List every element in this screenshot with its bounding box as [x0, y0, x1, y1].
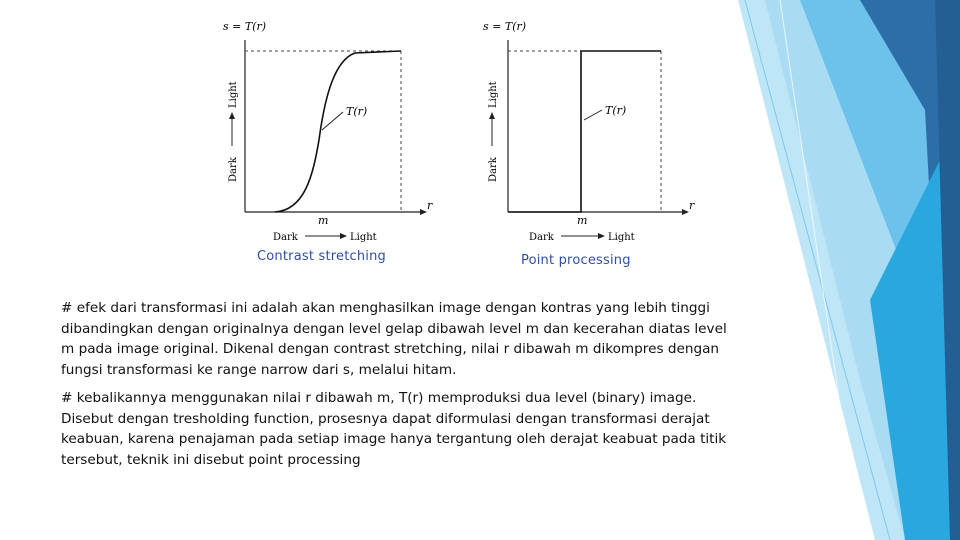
x-light-label: Light	[608, 232, 635, 243]
caption-contrast-stretching: Contrast stretching	[257, 249, 386, 264]
x-axis-arrow	[420, 209, 427, 215]
x-arrow-head	[598, 233, 605, 239]
point-processing-graph	[475, 10, 705, 275]
body-text	[61, 298, 741, 478]
x-arrow-head	[340, 233, 347, 239]
transfer-curve	[275, 51, 401, 212]
r-label: r	[427, 199, 433, 212]
y-axis-title: s = T(r)	[483, 20, 527, 33]
y-arrow-head	[489, 112, 495, 119]
y-dark-label: Dark	[488, 157, 499, 182]
y-dark-label: Dark	[228, 157, 239, 182]
r-label: r	[689, 199, 695, 212]
paragraph-point-processing: # kebalikannya menggunakan nilai r dibawah m, T(r) memproduksi dua level (binary) image. Disebut dengan tresholding function, prosesnya dapat diformulasi dengan transformasi derajat keabuan, karena penajaman pada setiap image hanya tergantung oleh derajat keabuat pada titik tersebut, teknik ini disebut point processing	[61, 390, 727, 468]
curve-label: T(r)	[346, 105, 368, 118]
x-dark-label: Dark	[529, 232, 554, 243]
caption-point-processing: Point processing	[521, 253, 631, 268]
contrast-stretching-graph	[215, 10, 445, 270]
step-function	[508, 51, 661, 212]
m-label: m	[577, 214, 588, 227]
x-axis-arrow	[682, 209, 689, 215]
y-axis-title: s = T(r)	[223, 20, 267, 33]
m-label: m	[318, 214, 329, 227]
figure-point-processing	[475, 10, 705, 275]
curve-pointer	[322, 112, 343, 130]
figure-contrast-stretching	[215, 10, 445, 270]
paragraph-contrast-stretching: # efek dari transformasi ini adalah akan menghasilkan image dengan kontras yang lebih tinggi dibandingkan dengan originalnya dengan level gelap dibawah level m dan kecerahan diatas level m pada image original. Dikenal dengan contrast stretching, nilai r dibawah m dikompres dengan fungsi transformasi ke range narrow dari s, melalui hitam.	[61, 300, 727, 378]
x-light-label: Light	[350, 232, 377, 243]
x-dark-label: Dark	[273, 232, 298, 243]
curve-pointer	[584, 110, 602, 120]
y-arrow-head	[229, 112, 235, 119]
curve-label: T(r)	[605, 104, 627, 117]
y-light-label: Light	[228, 81, 239, 108]
y-light-label: Light	[488, 81, 499, 108]
